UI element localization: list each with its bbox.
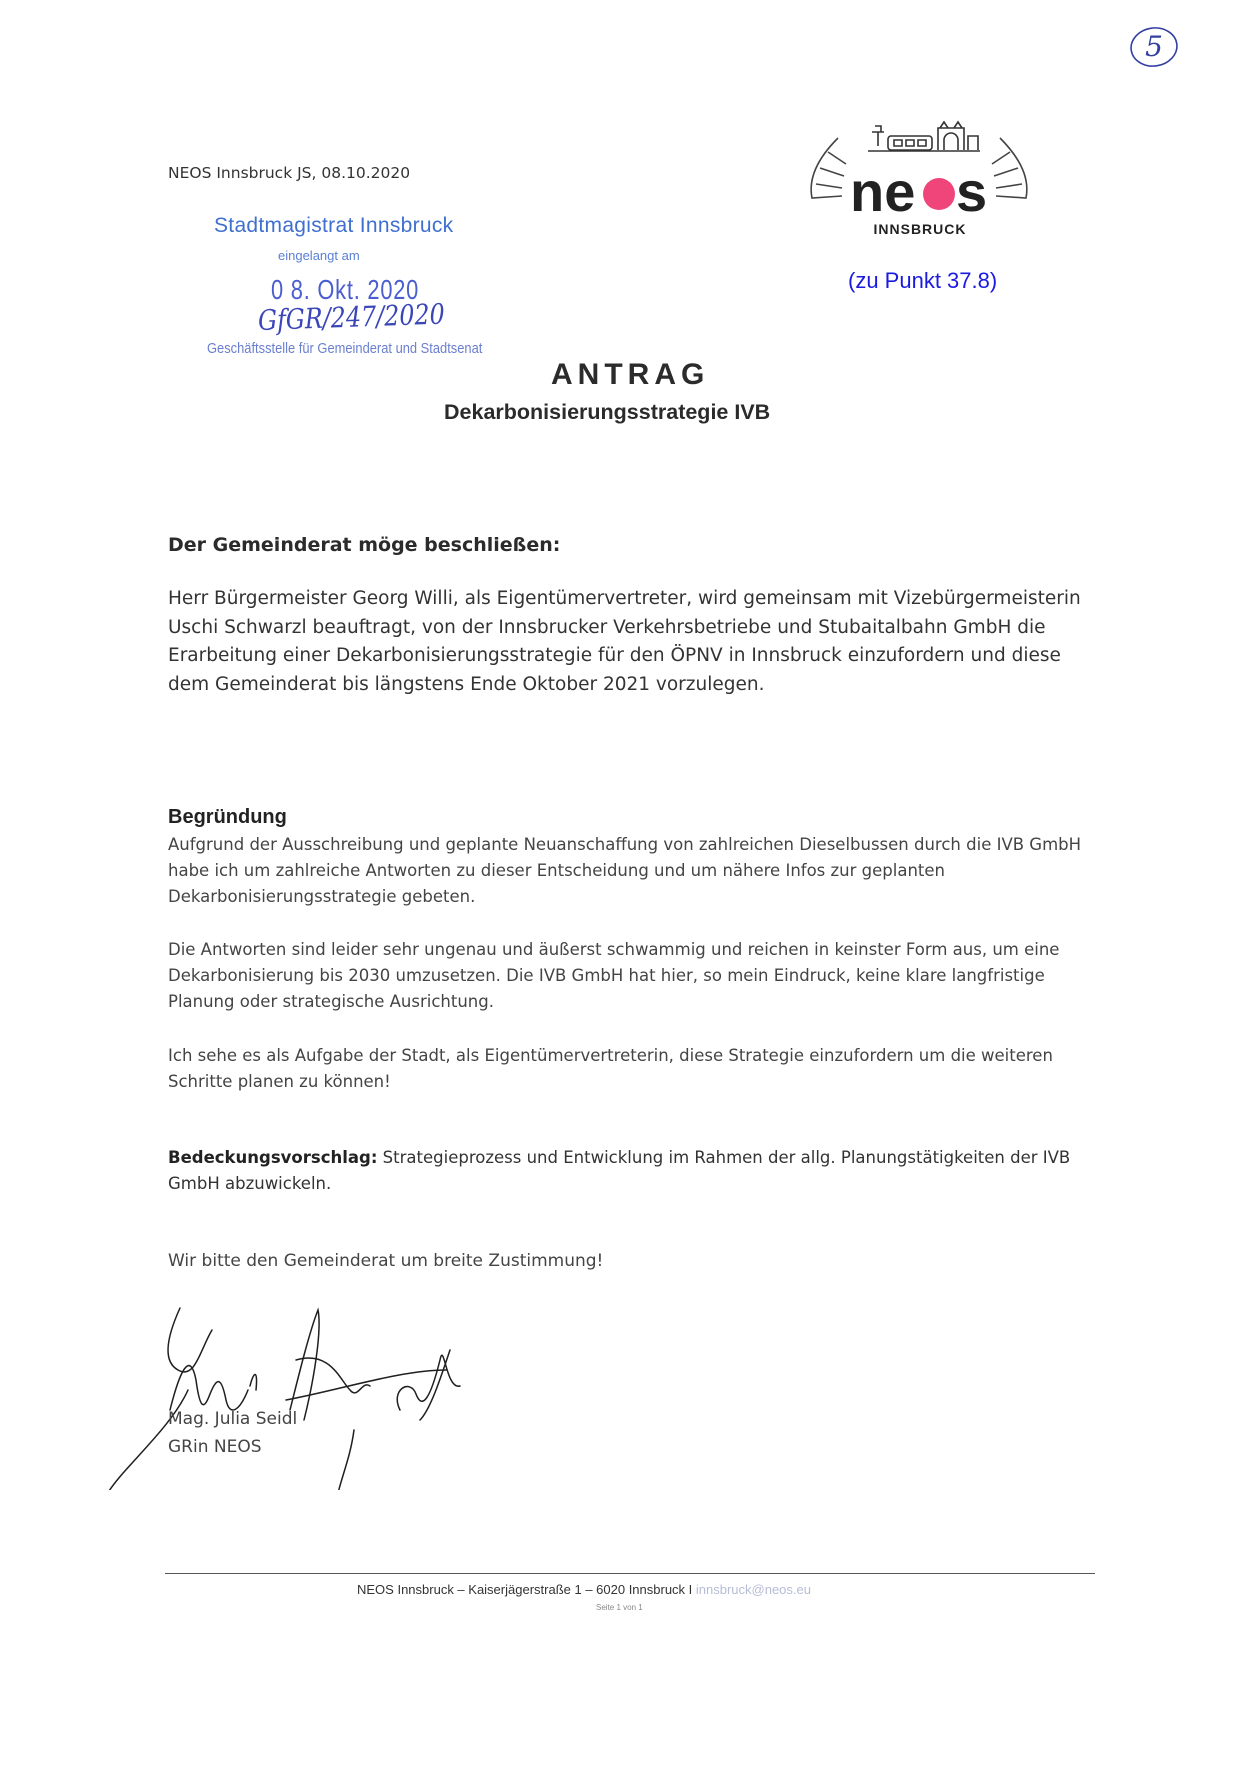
page-number-mark <box>1128 24 1180 70</box>
svg-text:ne: ne <box>850 160 916 223</box>
sender-date-line: NEOS Innsbruck JS, 08.10.2020 <box>168 164 411 182</box>
page-number-value: 5 <box>1145 30 1163 63</box>
agenda-reference-note: (zu Punkt 37.8) <box>848 268 998 293</box>
stamp-organisation: Stadtmagistrat Innsbruck <box>214 214 454 237</box>
signer-role: GRin NEOS <box>168 1437 262 1457</box>
logo-city-name: INNSBRUCK <box>873 221 967 237</box>
stamp-received-label: eingelangt am <box>278 248 360 263</box>
footer-divider <box>165 1573 1095 1574</box>
handwritten-signature <box>100 1290 540 1490</box>
document-type-title: ANTRAG <box>551 358 710 391</box>
footer-email-link[interactable]: innsbruck@neos.eu <box>695 1582 811 1597</box>
footer-address-text: NEOS Innsbruck – Kaiserjägerstraße 1 – 6020 Innsbruck I <box>357 1582 696 1597</box>
document-subject: Dekarbonisierungsstrategie IVB <box>444 400 771 424</box>
coverage-label: Bedeckungsvorschlag: <box>168 1148 378 1167</box>
stamp-handwritten-reference: GfGR/247/2020 <box>257 297 446 337</box>
coverage-proposal <box>168 1145 1098 1197</box>
footer-address <box>357 1582 811 1597</box>
reasoning-paragraph: Die Antworten sind leider sehr ungenau und äußerst schwammig und reichen in keinster Form aus, um eine Dekarbonisierung bis 2030 umzusetzen. Die IVB GmbH hat hier, so mein Eindruck, keine klare langfristige Planung oder strategische Ausrichtung. <box>168 940 1060 1011</box>
closing-request: Wir bitte den Gemeinderat um breite Zustimmung! <box>168 1251 604 1271</box>
stamp-office: Geschäftsstelle für Gemeinderat und Stadtsenat <box>207 340 483 357</box>
stamp-date: 0 8. Okt. 2020 <box>271 274 420 305</box>
motion-body: Herr Bürgermeister Georg Willi, als Eigentümervertreter, wird gemeinsam mit Vizebürgermeisterin Uschi Schwarzl beauftragt, von der Innsbrucker Verkehrsbetriebe und Stubaitalbahn GmbH die Erarbeitung einer Dekarbonisierungsstrategie für den ÖPNV in Innsbruck einzufordern und diese dem Gemeinderat bis längstens Ende Oktober 2021 vorzulegen. <box>168 588 1081 695</box>
coverage-text: Strategieprozess und Entwicklung im Rahmen der allg. Planungstätigkeiten der IVB GmbH abzuwickeln. <box>168 1148 1071 1193</box>
footer-page-number: Seite 1 von 1 <box>596 1603 643 1612</box>
reasoning-paragraph: Ich sehe es als Aufgabe der Stadt, als Eigentümervertreterin, diese Strategie einzufordern um die weiteren Schritte planen zu können! <box>168 1046 1053 1091</box>
signer-name: Mag. Julia Seidl <box>168 1409 298 1429</box>
reasoning-heading: Begründung <box>168 806 287 828</box>
motion-heading: Der Gemeinderat möge beschließen: <box>168 534 561 556</box>
svg-text:s: s <box>956 160 988 223</box>
reasoning-paragraph: Aufgrund der Ausschreibung und geplante Neuanschaffung von zahlreichen Dieselbussen durch die IVB GmbH habe ich um zahlreiche Antworten zu dieser Entscheidung und um nähere Infos zur geplanten Dekarbonisierungsstrategie gebeten. <box>168 835 1082 906</box>
